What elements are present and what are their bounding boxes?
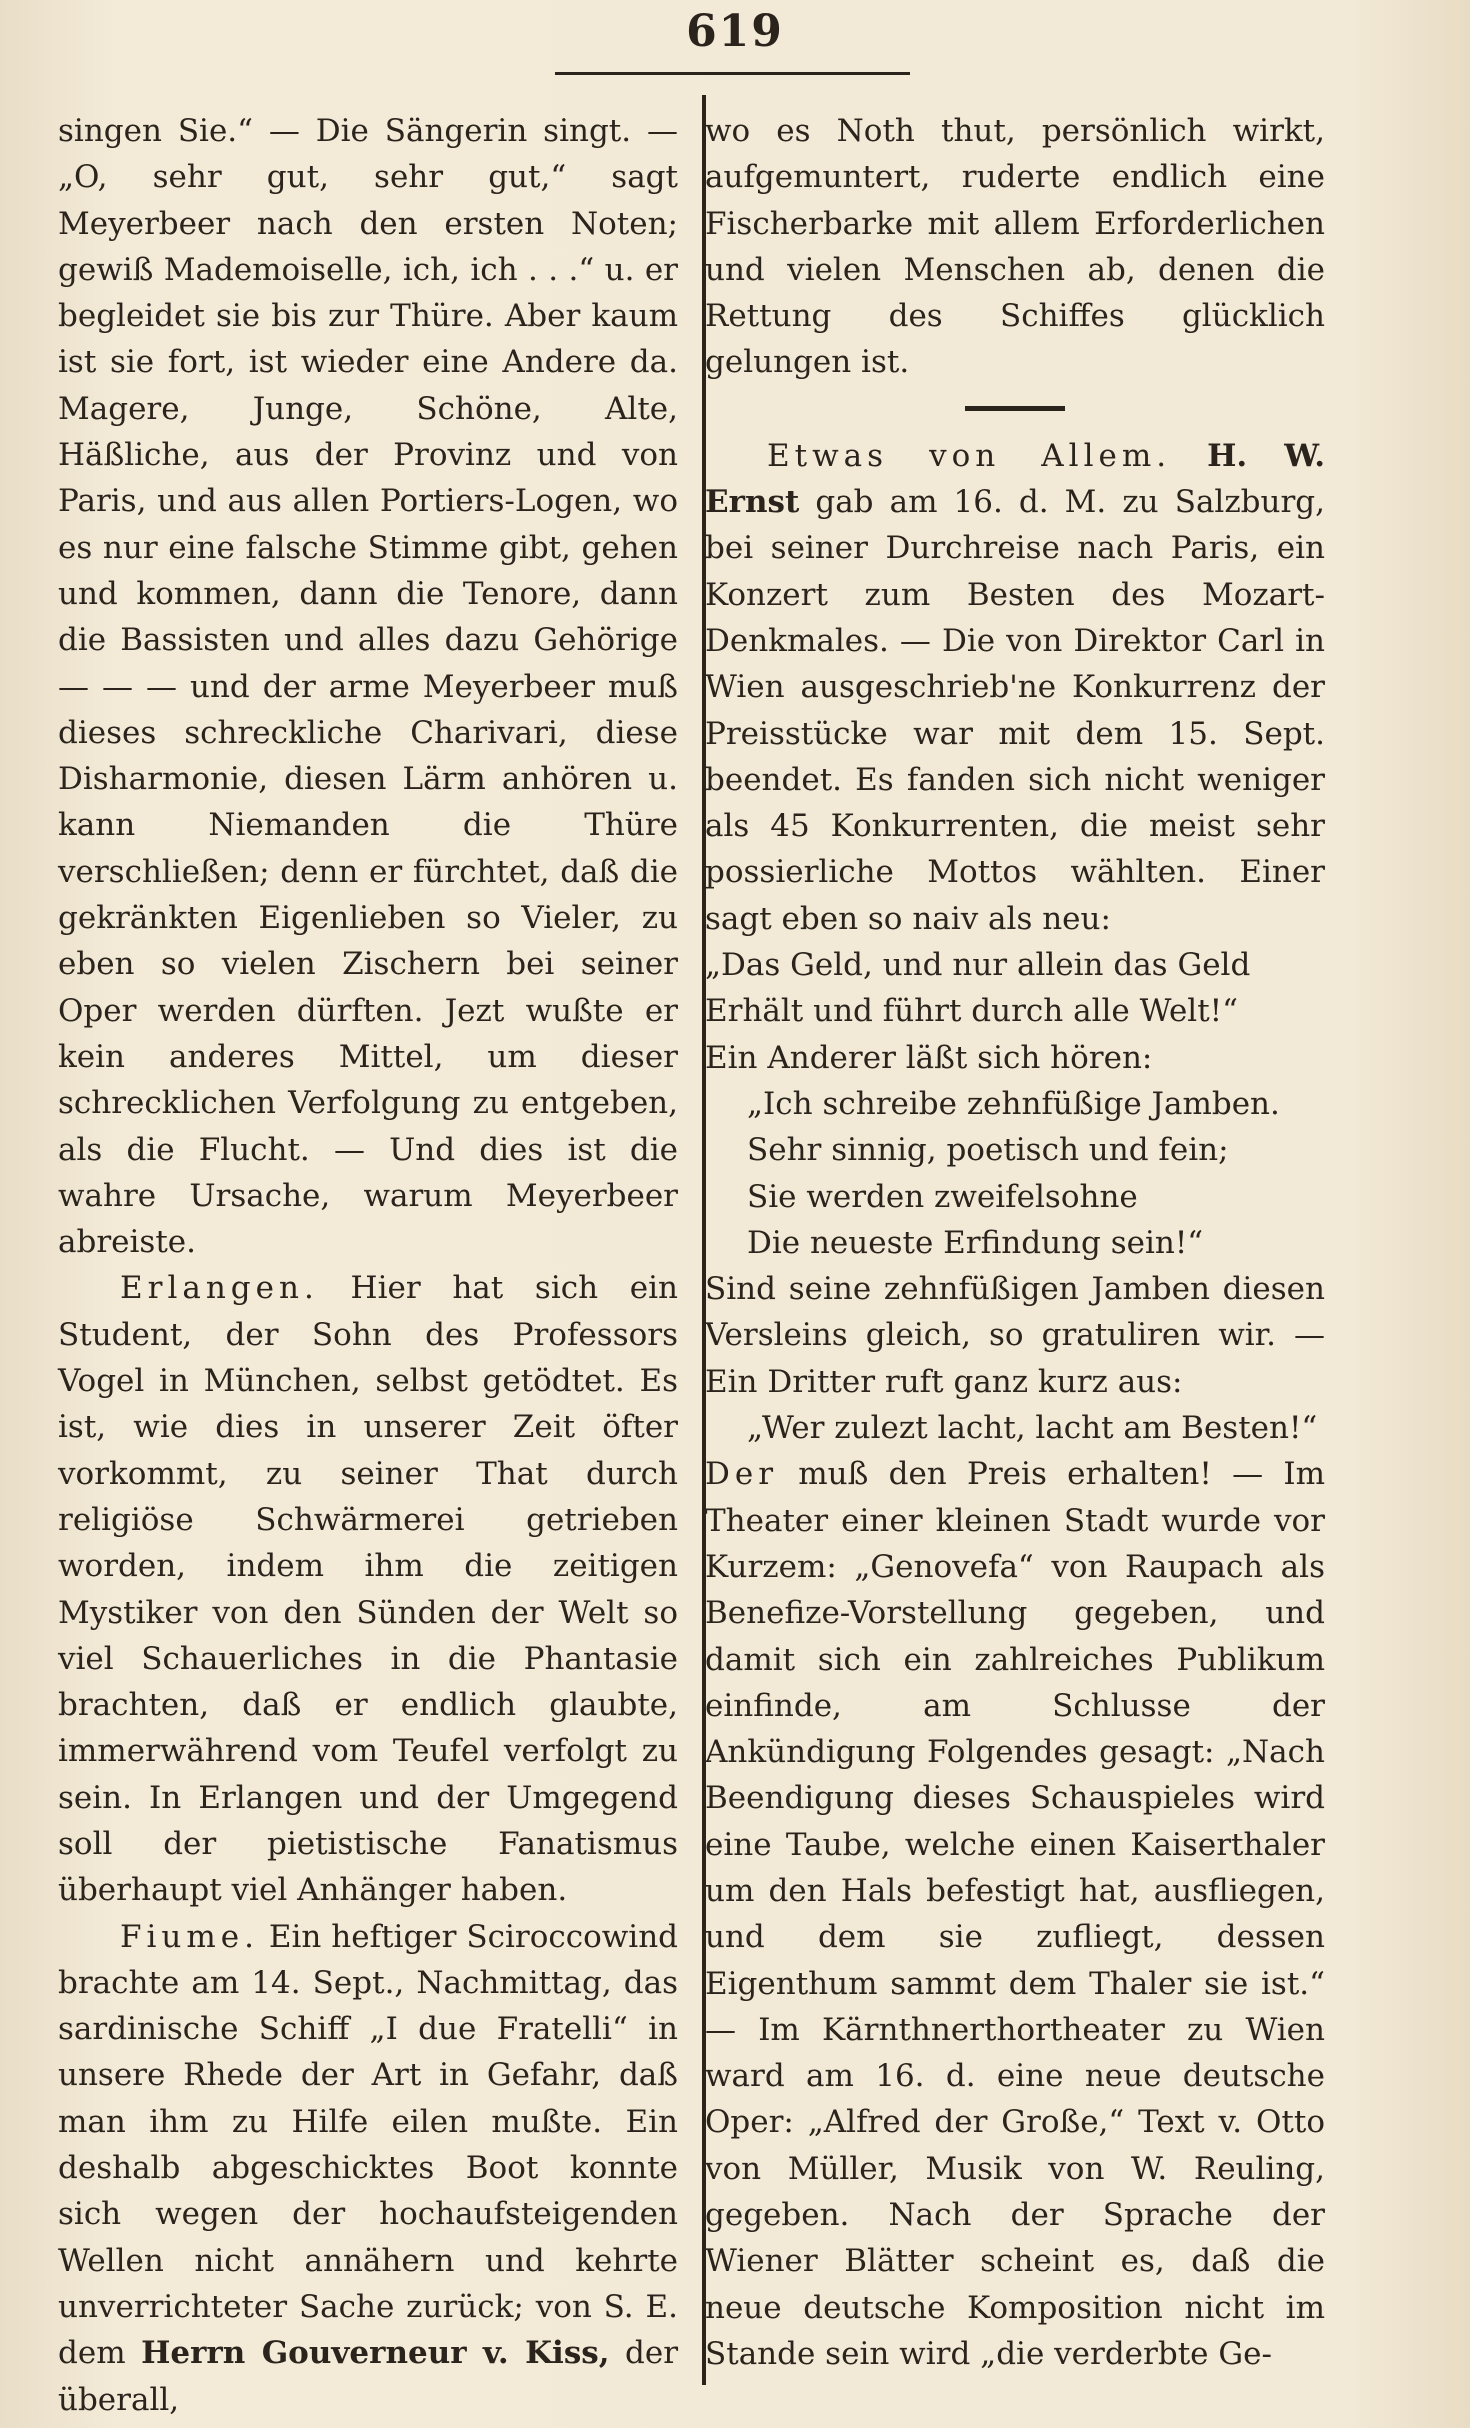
fiume-heading: Fiume. xyxy=(120,1918,259,1955)
verse-line-4: Die neueste Erfindung sein!“ xyxy=(747,1224,1204,1261)
motto-1-line-2: Erhält und führt durch alle Welt!“ xyxy=(705,993,1238,1030)
erlangen-paragraph xyxy=(58,1265,678,1913)
page-number: 619 xyxy=(686,6,784,57)
verse-line-2: Sehr sinnig, poetisch und fein; xyxy=(747,1132,1229,1169)
meyerbeer-paragraph: singen Sie.“ — Die Sängerin singt. — „O, sehr gut, sehr gut,“ sagt Meyerbeer nach den ersten Noten; gewiß Mademoiselle, ich, ich . . .“ u. er begleidet sie bis zur Thüre. Aber kaum ist sie fort, ist wieder eine Andere da. Magere, Junge, Schöne, Alte, Häßliche, aus der Provinz und von Paris, und aus allen Portiers-Logen, wo es nur eine falsche Stimme gibt, gehen und kommen, dann die Tenore, dann die Bassisten und alles dazu Gehörige — — — und der arme Meyerbeer muß dieses schreckliche Charivari, diese Disharmonie, diesen Lärm anhören u. kann Niemanden die Thüre verschließen; denn er fürchtet, daß die gekränkten Eigenlieben so Vieler, zu eben so vielen Zischern bei seiner Oper werden dürften. Jezt wußte er kein anderes Mittel, um dieser schrecklichen Verfolgung zu entgeben, als die Flucht. — Und dies ist die wahre Ursache, warum Meyerbeer abreiste. xyxy=(58,113,678,1261)
final-paragraph xyxy=(705,1451,1325,2377)
motto-1-line-1: „Das Geld, und nur allein das Geld xyxy=(705,947,1251,984)
fiume-body: Ein heftiger Sciroccowind brachte am 14. Sept., Nachmittag, das sardinische Schiff „I due Fratelli“ in unsere Rhede der Art in Gefahr, daß man ihm zu Hilfe eilen mußte. Ein deshalb abgeschicktes Boot konnte sich wegen der hochaufsteigenden Wellen nicht annähern und kehrte unverrichteter Sache zurück; von S. E. dem xyxy=(58,1918,678,2372)
ernst-name: H. W. Ernst xyxy=(705,437,1325,521)
header-rule xyxy=(555,72,910,75)
erlangen-heading: Erlangen. xyxy=(120,1270,319,1307)
erlangen-body: Hier hat sich ein Student, der Sohn des Professors Vogel in München, selbst getödtet. Es ist, wie dies in unserer Zeit öfter vorkommt, zu seiner That durch religiöse Schwärmerei getrieben worden, indem ihm die zeitigen Mystiker von den Sünden der Welt so viel Schauerliches in die Phantasie brachten, daß er endlich glaubte, immerwährend vom Teufel verfolgt zu sein. In Erlangen und der Umgegend soll der pietistische Fanatismus überhaupt viel Anhänger haben. xyxy=(58,1270,678,1909)
section-separator xyxy=(965,406,1065,411)
right-column xyxy=(705,108,1325,2377)
fiume-continuation: wo es Noth thut, persönlich wirkt, aufgemuntert, ruderte endlich eine Fischerbarke mit allem Erforderlichen und vielen Menschen ab, denen die Rettung des Schiffes glücklich gelungen ist. xyxy=(705,113,1325,381)
der-word: Der xyxy=(705,1456,779,1493)
after-verse: Sind seine zehnfüßigen Jamben diesen Versleins gleich, so gratuliren wir. — Ein Dritter ruft ganz kurz aus: xyxy=(705,1271,1325,1400)
final-body: muß den Preis erhalten! — Im Theater einer kleinen Stadt wurde vor Kurzem: „Genovefa“ von Raupach als Benefize-Vorstellung gegeben, und damit sich ein zahlreiches Publikum einfinde, am Schlusse der Ankündigung Folgendes gesagt: „Nach Beendigung dieses Schauspieles wird eine Taube, welche einen Kaiserthaler um den Hals befestigt hat, ausfliegen, und dem sie zufliegt, dessen Eigenthum sammt dem Thaler sie ist.“ — Im Kärnthnerthortheater zu Wien ward am 16. d. eine neue deutsche Oper: „Alfred der Große,“ Text v. Otto von Müller, Musik von W. Reuling, gegeben. Nach der Sprache der Wiener Blätter scheint es, daß die neue deutsche Komposition nicht im Stande sein wird „die verderbte Ge- xyxy=(705,1456,1325,2372)
motto-3: „Wer zulezt lacht, lacht am Besten!“ xyxy=(747,1410,1318,1447)
etwas-heading: Etwas von Allem. xyxy=(767,437,1172,474)
left-column xyxy=(58,108,678,2423)
fiume-tail: der überall, xyxy=(58,2335,679,2418)
verse-line-1: „Ich schreibe zehnfüßige Jamben. xyxy=(747,1085,1280,1122)
fiume-governor: Herrn Gouverneur v. Kiss, xyxy=(141,2335,610,2372)
fiume-paragraph xyxy=(58,1914,678,2423)
verse-line-3: Sie werden zweifelsohne xyxy=(747,1178,1138,1215)
etwas-body: gab am 16. d. M. zu Salzburg, bei seiner Durchreise nach Paris, ein Konzert zum Besten des Mozart-Denkmales. — Die von Direktor Carl in Wien ausgeschrieb'ne Konkurrenz der Preisstücke war mit dem 15. Sept. beendet. Es fanden sich nicht weniger als 45 Konkurrenten, die meist sehr possierliche Mottos wählten. Einer sagt eben so naiv als neu: xyxy=(705,484,1326,937)
etwas-paragraph xyxy=(705,433,1325,942)
another-intro: Ein Anderer läßt sich hören: xyxy=(705,1039,1153,1076)
